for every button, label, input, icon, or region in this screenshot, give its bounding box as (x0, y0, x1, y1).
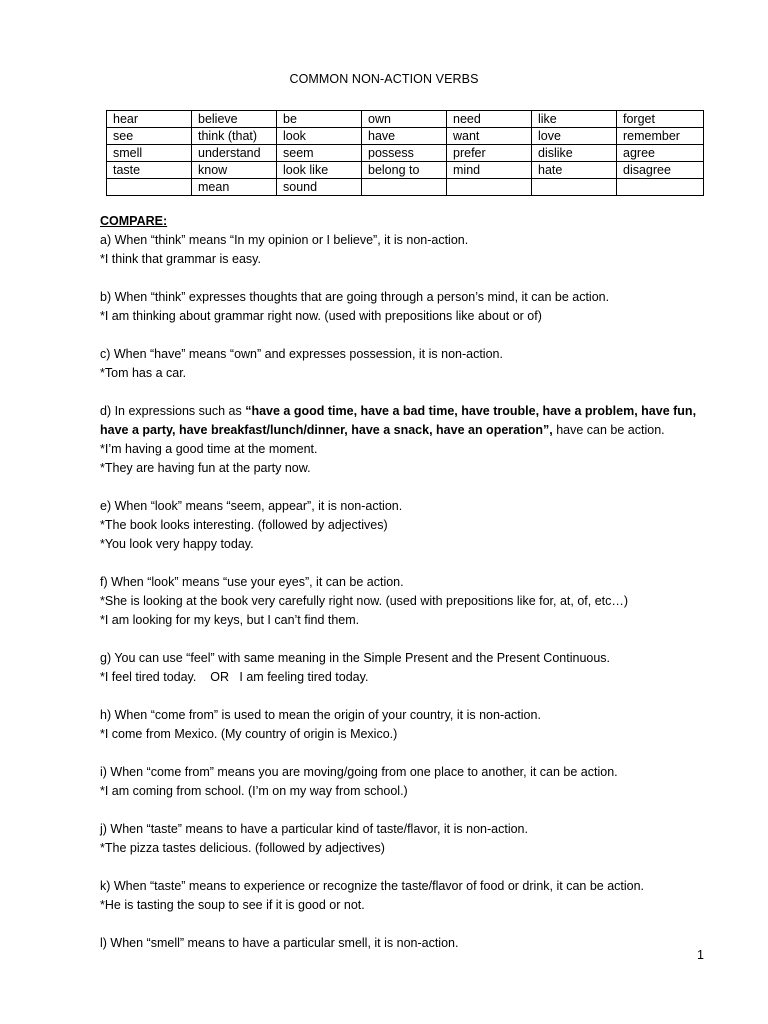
verb-cell: like (532, 111, 617, 128)
verb-cell: smell (107, 145, 192, 162)
verb-table-row (107, 162, 704, 179)
verb-cell: see (107, 128, 192, 145)
rule-d-line2 (100, 421, 720, 440)
verb-cell: know (192, 162, 277, 179)
verb-cell (617, 179, 704, 196)
rule-d-start: d) In expressions such as (100, 404, 246, 418)
rule-a: a) When “think” means “In my opinion or I believe”, it is non-action. (100, 233, 469, 247)
verb-cell: dislike (532, 145, 617, 162)
verb-cell: disagree (617, 162, 704, 179)
verb-table-row (107, 111, 704, 128)
verb-cell: mind (447, 162, 532, 179)
rule-l: l) When “smell” means to have a particular smell, it is non-action. (100, 936, 459, 950)
rule-b: b) When “think” expresses thoughts that are going through a person’s mind, it can be action. (100, 290, 610, 304)
rule-c: c) When “have” means “own” and expresses possession, it is non-action. (100, 347, 503, 361)
example-j-1: *The pizza tastes delicious. (followed by adjectives) (100, 841, 385, 855)
verb-cell: look like (277, 162, 362, 179)
example-h-1: *I come from Mexico. (My country of origin is Mexico.) (100, 727, 398, 741)
example-e-2: *You look very happy today. (100, 537, 254, 551)
verb-cell (107, 179, 192, 196)
verb-cell: want (447, 128, 532, 145)
example-g-1: *I feel tired today. OR I am feeling tired today. (100, 670, 369, 684)
example-d-1: *I’m having a good time at the moment. (100, 442, 318, 456)
example-d-2: *They are having fun at the party now. (100, 461, 311, 475)
rule-d-line1 (100, 402, 720, 421)
page-title: COMMON NON-ACTION VERBS (289, 72, 479, 86)
rule-h: h) When “come from” is used to mean the origin of your country, it is non-action. (100, 708, 541, 722)
rule-k: k) When “taste” means to experience or recognize the taste/flavor of food or drink, it can be action. (100, 879, 645, 893)
page-number: 1 (697, 948, 704, 962)
verb-cell: be (277, 111, 362, 128)
verb-cell: hate (532, 162, 617, 179)
verb-cell: have (362, 128, 447, 145)
rule-f: f) When “look” means “use your eyes”, it can be action. (100, 575, 404, 589)
rule-d-expressions-1: “have a good time, have a bad time, have trouble, have a problem, have fun, (245, 404, 697, 418)
verb-cell (532, 179, 617, 196)
rule-g: g) You can use “feel” with same meaning in the Simple Present and the Present Continuous. (100, 651, 611, 665)
verb-cell: agree (617, 145, 704, 162)
verb-table-row (107, 145, 704, 162)
compare-heading: COMPARE: (100, 214, 168, 228)
verb-cell: remember (617, 128, 704, 145)
verb-cell (362, 179, 447, 196)
verb-cell: prefer (447, 145, 532, 162)
rule-j: j) When “taste” means to have a particular kind of taste/flavor, it is non-action. (100, 822, 528, 836)
verb-cell: forget (617, 111, 704, 128)
verb-cell: need (447, 111, 532, 128)
verb-cell: love (532, 128, 617, 145)
verb-cell: sound (277, 179, 362, 196)
verb-table-row (107, 128, 704, 145)
rule-d-end: have can be action. (552, 423, 665, 437)
verb-cell: own (362, 111, 447, 128)
example-b-1: *I am thinking about grammar right now. (used with prepositions like about or of) (100, 309, 542, 323)
rule-i: i) When “come from” means you are moving/going from one place to another, it can be action. (100, 765, 618, 779)
example-f-1: *She is looking at the book very carefully right now. (used with prepositions like for, at, of, etc…) (100, 594, 629, 608)
verb-cell: believe (192, 111, 277, 128)
explanation-body (100, 212, 720, 953)
verb-cell (447, 179, 532, 196)
verb-cell: look (277, 128, 362, 145)
example-k-1: *He is tasting the soup to see if it is good or not. (100, 898, 365, 912)
verb-cell: hear (107, 111, 192, 128)
verb-cell: think (that) (192, 128, 277, 145)
example-f-2: *I am looking for my keys, but I can’t find them. (100, 613, 360, 627)
example-c-1: *Tom has a car. (100, 366, 187, 380)
verb-table (106, 110, 704, 196)
example-a-1: *I think that grammar is easy. (100, 252, 261, 266)
rule-d-expressions-2: have a party, have breakfast/lunch/dinner, have a snack, have an operation”, (100, 423, 553, 437)
verb-cell: understand (192, 145, 277, 162)
verb-cell: possess (362, 145, 447, 162)
verb-cell: seem (277, 145, 362, 162)
example-i-1: *I am coming from school. (I’m on my way from school.) (100, 784, 408, 798)
verb-table-row (107, 179, 704, 196)
verb-cell: mean (192, 179, 277, 196)
verb-cell: taste (107, 162, 192, 179)
rule-e: e) When “look” means “seem, appear”, it is non-action. (100, 499, 403, 513)
verb-cell: belong to (362, 162, 447, 179)
example-e-1: *The book looks interesting. (followed by adjectives) (100, 518, 388, 532)
